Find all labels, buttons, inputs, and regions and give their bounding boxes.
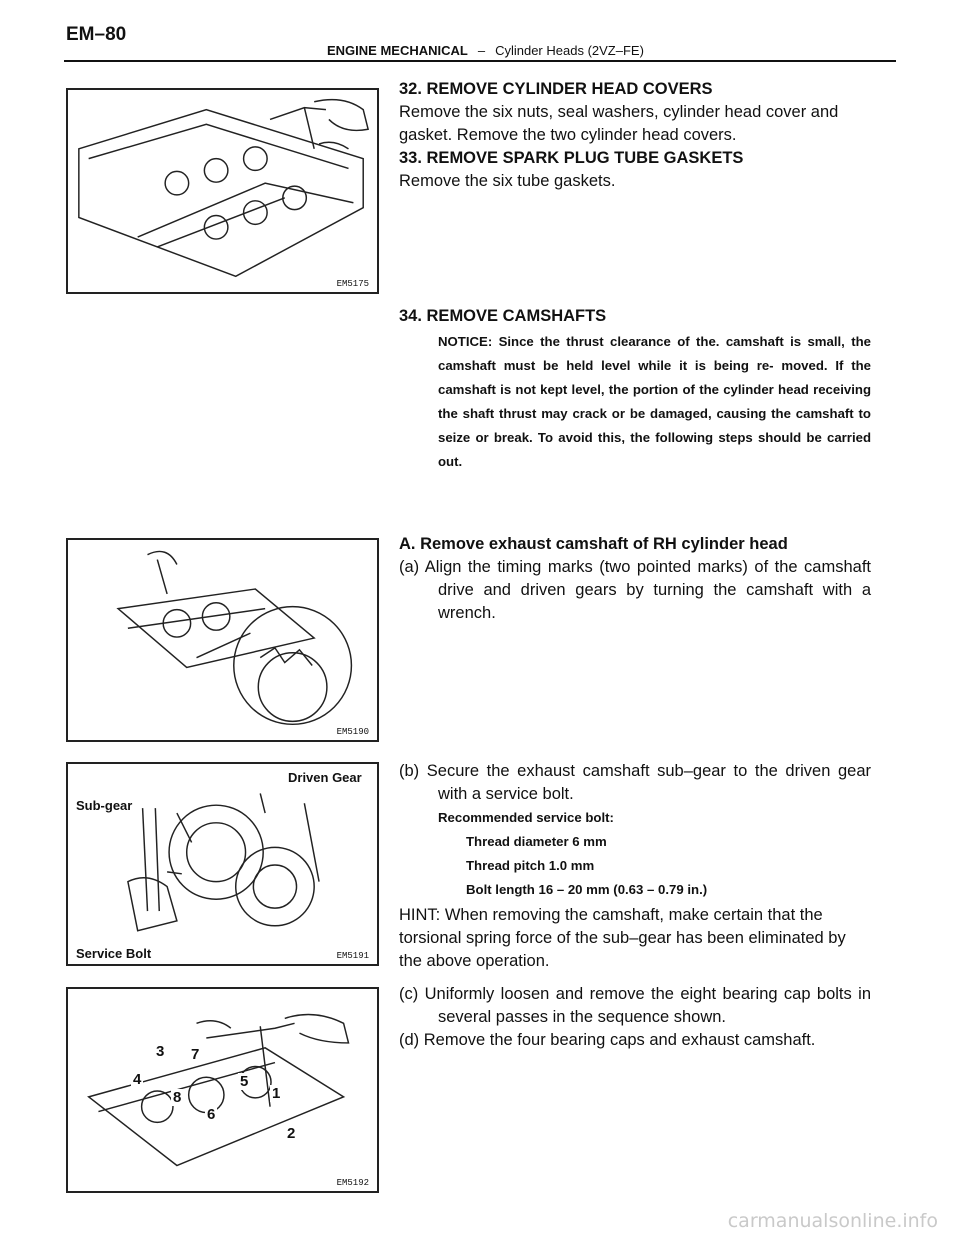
section-title <box>327 43 644 58</box>
section-name: ENGINE MECHANICAL <box>327 43 468 58</box>
bolt-number: 8 <box>173 1089 182 1106</box>
figure-timing-marks <box>66 538 379 742</box>
section-separator: – <box>477 43 486 58</box>
substep-c-text: (c) Uniformly loosen and remove the eight bearing cap bolts in several passes in the sequence shown. <box>399 985 871 1026</box>
figure-head-cover-removal <box>66 88 379 294</box>
step-body: Remove the six tube gaskets. <box>399 172 616 190</box>
figure-code: EM5175 <box>336 279 369 289</box>
label-sub-gear: Sub-gear <box>76 798 133 813</box>
hint-text: HINT: When removing the camshaft, make certain that the torsional spring force of the sub–gear has been eliminated by the above operation. <box>399 906 846 970</box>
figure-bolt-sequence <box>66 987 379 1193</box>
substep-c-d <box>399 983 871 1052</box>
bolt-number: 3 <box>156 1043 165 1060</box>
step-heading: 34. REMOVE CAMSHAFTS <box>399 307 607 325</box>
subsection-name: Cylinder Heads (2VZ–FE) <box>495 43 644 58</box>
header-rule <box>64 60 896 62</box>
label-service-bolt: Service Bolt <box>76 946 152 961</box>
bolt-number: 2 <box>287 1125 296 1142</box>
substep-a-text: (a) Align the timing marks (two pointed marks) of the camshaft drive and driven gears by turning the camshaft with a wrench. <box>399 558 871 622</box>
figure-code: EM5191 <box>336 951 369 961</box>
substep-b <box>399 760 871 973</box>
substep-b-text: (b) Secure the exhaust camshaft sub–gear to the driven gear with a service bolt. <box>399 762 871 803</box>
bolt-spec-diameter: Thread diameter 6 mm <box>466 834 607 849</box>
bolt-number: 4 <box>133 1071 142 1088</box>
sub-gear-illustration <box>68 764 377 964</box>
steps-32-33 <box>399 78 871 193</box>
step-heading: 32. REMOVE CYLINDER HEAD COVERS <box>399 80 713 98</box>
step-34 <box>399 305 871 474</box>
bolt-number: 5 <box>240 1073 249 1090</box>
substep-heading: A. Remove exhaust camshaft of RH cylinder head <box>399 535 788 553</box>
bolt-sequence-illustration <box>68 989 377 1191</box>
engine-head-illustration <box>68 90 377 292</box>
bolt-number: 6 <box>207 1106 216 1123</box>
substep-d-text: (d) Remove the four bearing caps and exhaust camshaft. <box>399 1031 816 1049</box>
figure-code: EM5192 <box>336 1178 369 1188</box>
timing-marks-illustration <box>68 540 377 740</box>
substep-a <box>399 533 871 625</box>
bolt-spec-title: Recommended service bolt: <box>438 810 614 825</box>
bolt-spec-length: Bolt length 16 – 20 mm (0.63 – 0.79 in.) <box>466 882 708 897</box>
bolt-number: 7 <box>191 1046 200 1063</box>
notice-text: NOTICE: Since the thrust clearance of the. camshaft is small, the camshaft must be held level while it is being re- moved. If the camshaft is not kept level, the portion of the cylinder head receiving the shaft thrust may crack or be damaged, causing the camshaft to seize or break. To avoid this, the following steps should be carried out. <box>438 334 871 469</box>
bolt-spec-pitch: Thread pitch 1.0 mm <box>466 858 595 873</box>
figure-code: EM5190 <box>336 727 369 737</box>
figure-service-bolt <box>66 762 379 966</box>
step-heading: 33. REMOVE SPARK PLUG TUBE GASKETS <box>399 149 744 167</box>
watermark: carmanualsonline.info <box>727 1210 938 1232</box>
page-number: EM–80 <box>66 24 127 45</box>
bolt-number: 1 <box>272 1085 281 1102</box>
step-body: Remove the six nuts, seal washers, cylinder head cover and gasket. Remove the two cylinder head covers. <box>399 103 839 144</box>
label-driven-gear: Driven Gear <box>288 770 362 785</box>
